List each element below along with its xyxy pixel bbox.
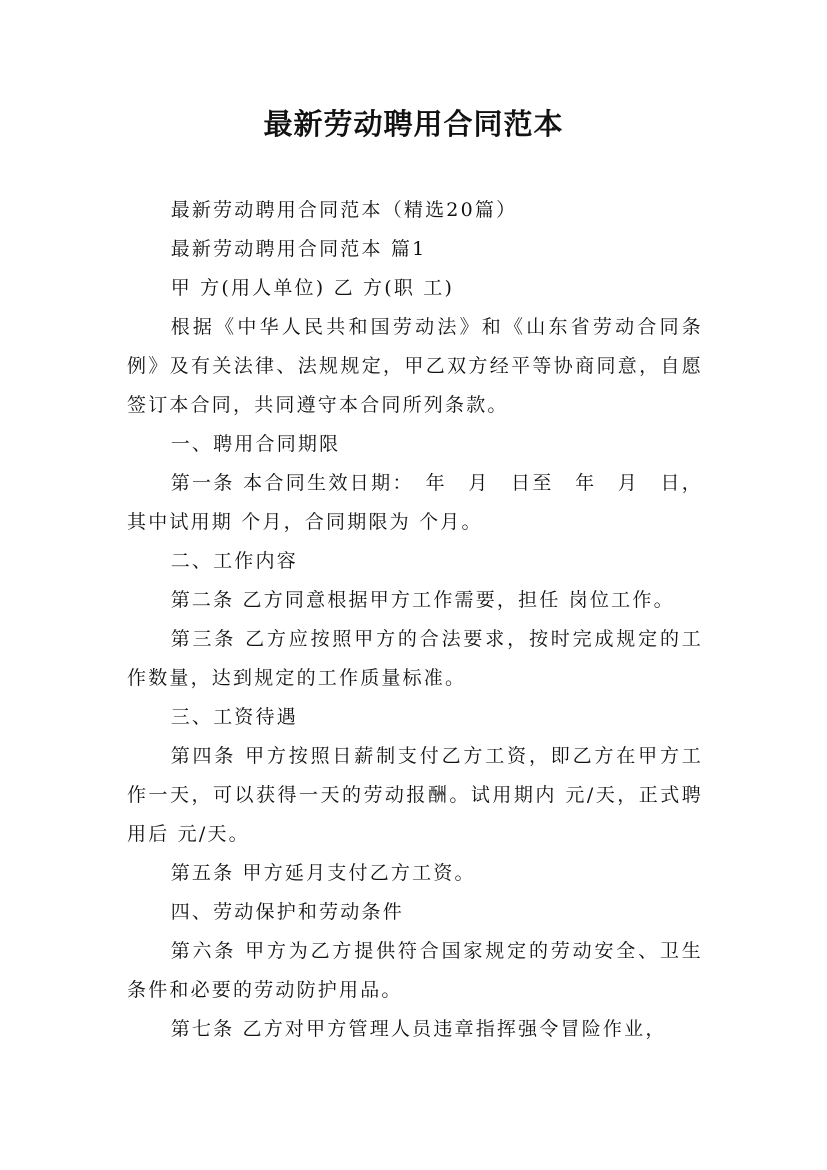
paragraph-preamble: 根据《中华人民共和国劳动法》和《山东省劳动合同条例》及有关法律、法规规定，甲乙双方经平等协商同意，自愿签订本合同，共同遵守本合同所列条款。 bbox=[127, 316, 703, 416]
section-heading-protection: 四、劳动保护和劳动条件 bbox=[170, 901, 404, 923]
clause-3: 第三条 乙方应按照甲方的合法要求，按时完成规定的工作数量，达到规定的工作质量标准。 bbox=[127, 628, 703, 689]
clause-4: 第四条 甲方按照日薪制支付乙方工资，即乙方在甲方工作一天，可以获得一天的劳动报酬。试用期内 元/天，正式聘用后 元/天。 bbox=[127, 745, 703, 845]
clause-6: 第六条 甲方为乙方提供符合国家规定的劳动安全、卫生条件和必要的劳动防护用品。 bbox=[127, 940, 703, 1001]
clause-1: 第一条 本合同生效日期： 年 月 日至 年 月 日，其中试用期 个月，合同期限为 个月。 bbox=[127, 472, 703, 533]
section-heading-term: 一、聘用合同期限 bbox=[170, 433, 341, 455]
clause-2: 第二条 乙方同意根据甲方工作需要，担任 岗位工作。 bbox=[170, 589, 675, 611]
section-heading-wages: 三、工资待遇 bbox=[170, 706, 298, 728]
document-title: 最新劳动聘用合同范本 bbox=[263, 107, 564, 141]
paragraph-parties: 甲 方(用人单位) 乙 方(职 工) bbox=[170, 277, 455, 299]
clause-7: 第七条 乙方对甲方管理人员违章指挥强令冒险作业， bbox=[170, 1018, 667, 1040]
clause-5: 第五条 甲方延月支付乙方工资。 bbox=[170, 862, 476, 884]
paragraph-collection-heading: 最新劳动聘用合同范本（精选20篇） bbox=[170, 199, 518, 221]
section-heading-work: 二、工作内容 bbox=[170, 550, 298, 572]
document-body bbox=[127, 191, 703, 1049]
paragraph-article-heading: 最新劳动聘用合同范本 篇1 bbox=[170, 238, 427, 260]
